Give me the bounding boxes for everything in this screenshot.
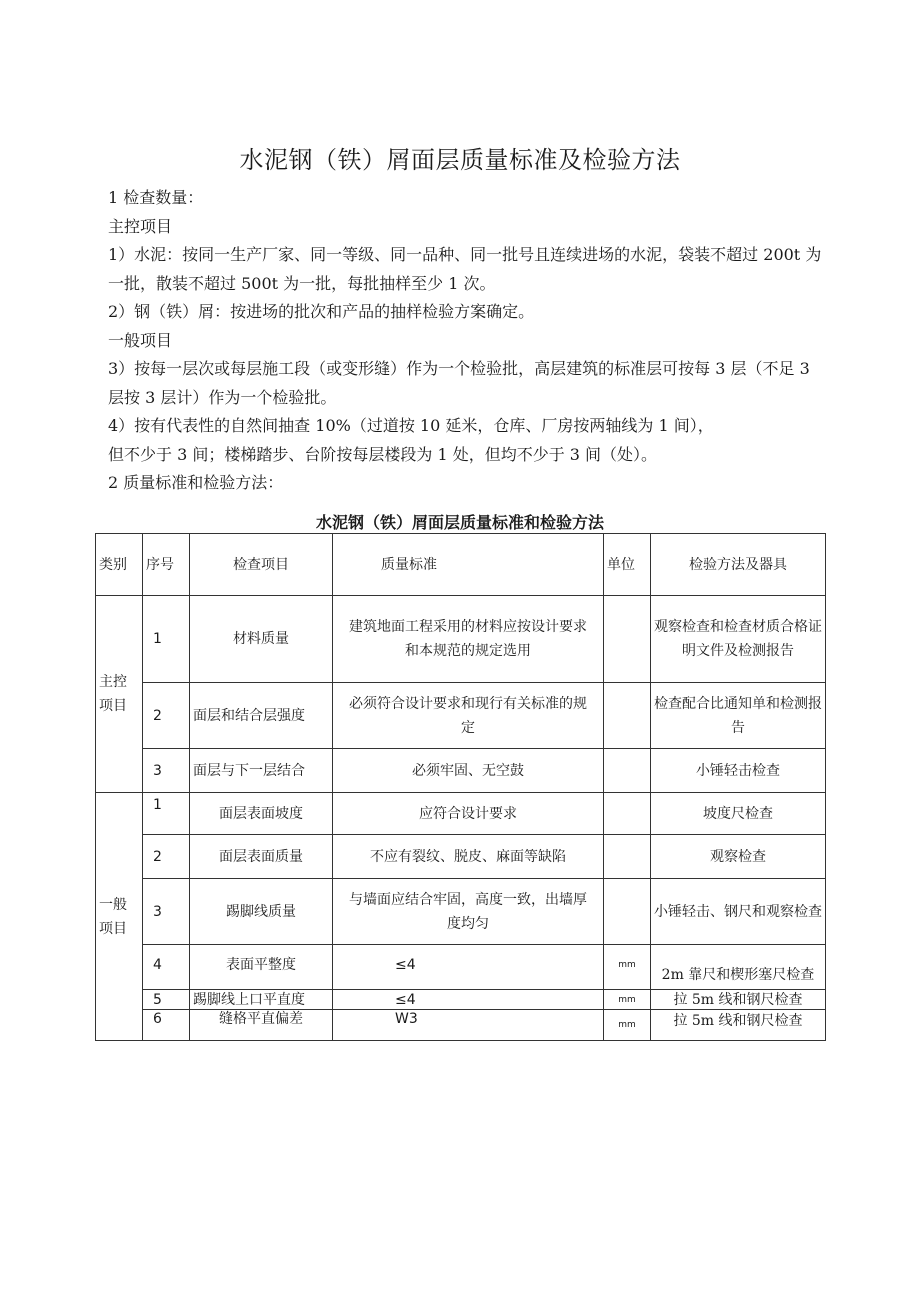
table-title: 水泥钢（铁）屑面层质量标准和检验方法 [315, 513, 604, 532]
row-item: 面层与下一层结合 [190, 749, 333, 793]
table-row [96, 749, 826, 793]
table-row [96, 835, 826, 879]
row-number: 2 [143, 683, 190, 749]
row-method: 观察检查和检查材质合格证明文件及检测报告 [651, 596, 826, 683]
row-unit: mm [604, 945, 651, 990]
row-item: 踢脚线上口平直度 [190, 990, 333, 1010]
quality-standard-table [95, 533, 826, 1041]
paragraph: 主控项目 [108, 216, 173, 236]
row-unit: mm [604, 990, 651, 1010]
paragraph: 一般项目 [108, 330, 173, 350]
row-method: 小锤轻击检查 [651, 749, 826, 793]
document-body [108, 184, 830, 498]
table-header-row [96, 534, 826, 596]
paragraph: 4）按有代表性的自然间抽查 10%（过道按 10 延米，仓库、厂房按两轴线为 1 间）， [108, 416, 714, 435]
table-row [96, 1010, 826, 1041]
row-method: 坡度尺检查 [651, 793, 826, 835]
header-cell: 单位 [604, 534, 651, 596]
row-item: 材料质量 [190, 596, 333, 683]
row-standard: 不应有裂纹、脱皮、麻面等缺陷 [333, 835, 604, 879]
row-number: 5 [143, 990, 190, 1010]
row-method: 拉 5m 线和钢尺检查 [651, 990, 826, 1010]
row-method: 拉 5m 线和钢尺检查 [651, 1010, 826, 1041]
row-number: 4 [143, 945, 190, 990]
paragraph: 但不少于 3 间；楼梯踏步、台阶按每层楼段为 1 处，但均不少于 3 间（处）。 [108, 444, 658, 464]
row-unit [604, 749, 651, 793]
row-unit: mm [604, 1010, 651, 1041]
table-row [96, 596, 826, 683]
row-number: 1 [143, 793, 190, 835]
group-main-cell: 主控项目 [96, 596, 143, 793]
row-method: 检查配合比通知单和检测报告 [651, 683, 826, 749]
row-item: 缝格平直偏差 [190, 1010, 333, 1041]
row-unit [604, 683, 651, 749]
row-item: 表面平整度 [190, 945, 333, 990]
paragraph: 1）水泥：按同一生产厂家、同一等级、同一品种、同一批号且连续进场的水泥，袋装不超过 200t 为一批，散装不超过 500t 为一批，每批抽样至少 1 次。 [108, 245, 822, 293]
row-standard: 必须牢固、无空鼓 [333, 749, 604, 793]
paragraph: 3）按每一层次或每层施工段（或变形缝）作为一个检验批，高层建筑的标准层可按每 3 层（不足 3 层按 3 层计）作为一个检验批。 [108, 359, 810, 407]
row-method: 2m 靠尺和楔形塞尺检查 [651, 945, 826, 990]
row-standard: 必须符合设计要求和现行有关标准的规定 [333, 683, 604, 749]
table-row [96, 683, 826, 749]
row-item: 面层表面坡度 [190, 793, 333, 835]
table-row [96, 990, 826, 1010]
row-number: 2 [143, 835, 190, 879]
table-row [96, 945, 826, 990]
paragraph: 1 检查数量： [108, 188, 204, 207]
row-method: 小锤轻击、钢尺和观察检查 [651, 879, 826, 945]
paragraph: 2 质量标准和检验方法： [108, 473, 284, 492]
group-general-cell: 一般项目 [96, 793, 143, 1041]
header-cell: 类别 [96, 534, 143, 596]
paragraph: 2）钢（铁）屑：按进场的批次和产品的抽样检验方案确定。 [108, 302, 535, 321]
row-unit [604, 879, 651, 945]
document-title: 水泥钢（铁）屑面层质量标准及检验方法 [239, 146, 681, 174]
table-row [96, 879, 826, 945]
row-unit [604, 835, 651, 879]
header-cell: 质量标准 [333, 534, 604, 596]
table-row [96, 793, 826, 835]
row-standard: 建筑地面工程采用的材料应按设计要求和本规范的规定选用 [333, 596, 604, 683]
row-number: 6 [143, 1010, 190, 1041]
row-item: 面层表面质量 [190, 835, 333, 879]
row-number: 3 [143, 879, 190, 945]
row-item: 踢脚线质量 [190, 879, 333, 945]
header-cell: 检验方法及器具 [651, 534, 826, 596]
row-standard: 应符合设计要求 [333, 793, 604, 835]
header-cell: 检查项目 [190, 534, 333, 596]
row-item: 面层和结合层强度 [190, 683, 333, 749]
row-standard: ≤4 [333, 990, 604, 1010]
row-standard: 与墙面应结合牢固，高度一致，出墙厚度均匀 [333, 879, 604, 945]
row-unit [604, 793, 651, 835]
row-number: 1 [143, 596, 190, 683]
row-method: 观察检查 [651, 835, 826, 879]
header-cell: 序号 [143, 534, 190, 596]
row-standard: ≤4 [333, 945, 604, 990]
row-unit [604, 596, 651, 683]
row-number: 3 [143, 749, 190, 793]
row-standard: W3 [333, 1010, 604, 1041]
